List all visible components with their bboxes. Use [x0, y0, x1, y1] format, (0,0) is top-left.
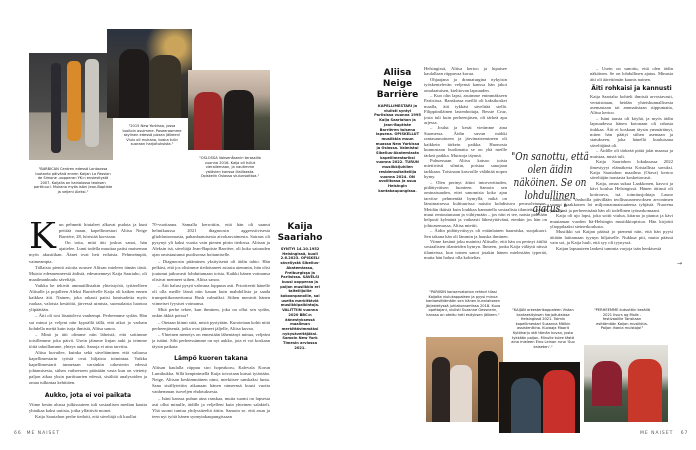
subheading: Äiti rohkaisi ja kannusti: [591, 85, 672, 93]
paragraph: Tällaisia pieniä asioita nousee Aliisan mieleen tämän tästä. Muisto edesmenneestä äidistä, edesmenneyt Kaija Saariaho, oli maailmankuulu säveltäjä.: [29, 264, 147, 282]
subheading: Aukko, jota ei voi paikata: [44, 391, 132, 399]
right-footer: [640, 431, 688, 436]
paragraph: Kaija Saariahon lokakuussa 2022 ilmestyyyt elämäkerta Kristallista savuksi. Kaija Saariahon maailma (Otava) kertoo säveltäjän taustasta koskettavasti.: [590, 159, 673, 181]
paragraph: un pehmeät hiutaleet alkavat pudota ja kuni peittää maan, kapellimestari Aliisa Neige Barrière, 28, höristää korviaan.: [58, 222, 147, 240]
sidebar-bio: SYNTYI 14.10.1952 Helsingissä, kuoli 2.6.2023. OPISKELI sävellystä Sibelius-Akatemiassa, Freiburgissa ja Pariisissa. SÄVELSI kuusi oopperaa ja paljon musiikkia eri taiteilijoille kokoonpanoille, sai useita merkittäviä musiikkipalkintoja. VALITTIIN vuonna 2020 BBC:n äänestyksessä maailman merkittävimmäksi nykysäveltäjäksi. Samoin New York Timesin arviossa 2021.: [280, 247, 320, 350]
paragraph: Aliisan kaulalla riippuu siro hopeakoru, Kalevala Korun Lumikukka. Sillä kenpinimellä Kaija toivotaan kutsui tytärtään. Neige, Aliisan keskimmäinen nimi, merkitsee ranskaksi lunta. Sana sisällytettiin aikanaan hänen nimeensä kuusi vuotta vanhemman isoveljen ehdotuksesta.: [152, 365, 270, 395]
paragraph: – Minä ja äiti olimme niin läheisiä, että soitimme toisillemme joka päivä. Usein jäimme linjan auki ja teimme töitä tahoillamme, yhteys auki. Sanoja ei aina tarvittu.: [29, 331, 147, 349]
left-footer: [14, 431, 60, 436]
paragraph: – Isäni kanssa puhun aina ranskaa, mutta suomi on lapsesta asti ollut minulle, äidille ja veljelleni kuin yhteinen salakieli. Yhä suomi tuntuu yhdyssiteeltä äitiin. Samoin se, että asun ja teen nyt työtä hänen synnyinkaupungissaan: [152, 395, 270, 419]
new-york-caption: "2015 New Yorkissa, jossa tuolloin asuimme. Poseeraamme skylinen edessä pizzan jälkeen! Viulu oli mukana, koska tulin suoraan harjoituksista.": [122, 124, 182, 147]
sidebar-bio: KAPELLIMESTARI ja viulisti syntyi Pariisissa vuonna 1995 Kaija Saariahon ja Jean-Baptiste Barrièren toisena lapsena. OPISKELLUT musiikkia muun muassa New Yorkissa ja Oslossa. Valmistui Sibelius-Akatemiasta kapellimestariksi vuonna 2022. TURUN musiikkijuhlien residenssitaiteilija vuonna 2024. ON avoliitossa ja asuu Helsingin kantakaupungissa.: [374, 104, 421, 193]
paragraph: – Joulut ja kesät vietimme aina Suomessa. Äidin suvun mökki rantasaunoineen ja järvimaisemineen oli kaikkein tärkein paikka. Huonosta kunnostaan huolimatta se on yhä meille tärkeä paikka. Muistoja täynnä.: [424, 125, 507, 158]
magazine-name: ME NAISET: [640, 431, 674, 436]
paragraph: – Usein on sanottu, että olen äidin näköinen. Se on lohdullinen ajatus. Minusta äiti oli äärettömän kaunis nainen.: [590, 66, 673, 82]
festival-photo: [584, 345, 668, 422]
barbican-caption: "BARBICAN Centren edessä Lontoossa tuotanto päivänä ennen Kaijan La Passion de Simone -oopperan YK:n ensiesitystä 2007. Kaijalla on kainalossa teoksen partituuri. Mukana myös isäni Jean-Baptiste ja veljeni Aleksi.": [33, 167, 113, 194]
paragraph: Kaija oli ujo lapsi, joka soitti viulua, kitaraa ja pianoa ja kävi muutaman vuoden Itä-Helsingin musiikkiopistoa. Hän kirjoitti ylioppilaaksi steinerkoulusta.: [550, 213, 673, 229]
sidebar-name: Aliisa Neige Barrière: [376, 68, 419, 100]
left-page-column-2: [152, 222, 270, 428]
paragraph: – Olen perinyt äitini introverttiuden, pidättyväisen luonteen. Samoin sen ominaisuuden, ettei sanomisia koko ajan tarvitse pehmentää hymyllä, mikä on länsimaisessa kulttuurissa naisiin kohdistuva perusoletumus. Meidän ikäisiä kuin loukkaa kannatella sosiaalisia tilanteita, saada muut rentoutumaan ja viihtymään – jos niin ei tee, naista pidetään helposti kylmänä ja vaikeasti lähestyttävänä, etenkin jos hän on johtoasemassa, Aliisa miettii.: [424, 179, 547, 228]
paris-conservatory-photo: [426, 337, 503, 422]
kaija-saariaho-sidebar: [277, 222, 323, 350]
paragraph: Vaikka he tekivät ammatillistakin yhteistyötä, tyttärelleen Aliisalle ja pojalleen Aleksi Barrièrelle Kaija oli kaiken ennen kaikkea äiti. Nainen, joka rakasti paitsi lumisadetta myös ruokaa, valoisia kesäöitä, järvessä uimista, suomalaista luontoa ylipäätään.: [29, 282, 147, 313]
paragraph: Kaija Saariaho kohteli ihmisiä arvostavasti, vertaisinaan, heidän yhteiskunnallisesta asemastaan tai ammatistaan riippumatta, Aliisa kertoo.: [590, 94, 673, 116]
paragraph: Kaijan lapsuuteen lankesi tummia varjoja isän henkisestä: [556, 245, 662, 251]
paragraph: – Äidille oli tärkeää pitää jalat maassa ja muistaa, mistä tuli.: [590, 148, 673, 159]
paragraph: Kaija, omaa sukua Laakkonen, kasvoi ja kävi koulua Helsingissä. Hänen äitinsä oli kotirouva, isä toimitusjohtaja Launo Laakkonen. Vanhoilla päivillään teollisuusneuvoksen arvonimen saanut Laakkonen loi miljoonaomaisuutensa tyhjästä. Nuorena yrittäjänä ja perheenisänä hän oli todellinen työnarkomaani.: [550, 180, 673, 213]
paragraph: – Yhteinen menetys on ennestään lähentänyt minua, veljeäni ja isääni. Silti perheessämme on nyt aukko, jota ei voi koskaan täysin paikata.: [152, 331, 270, 349]
paragraph: – Isäni tausta oli köyhä, ja myös äidin lapsuudessa hänen kotonaan oli rahasta tiukkaa. Äiti ei koskaan täysin ymmärtänyt, miten hän päätyi siihen asemaan ja statukseen, joka hänellä kuuluisana säveltäjänä oli.: [590, 115, 673, 148]
subheading: Lämpö kuoren takana: [174, 354, 248, 362]
pariisin-caption: "PARIISIN konservatorion rehtori tilasi Kaijalta viulukappaleen ja pyysi minua kantaesittämään sen hänen kunniakseen järjestetyssä juhlakonsertissa 2018. Kuva opettajani, viulisti Suzanne Gessnerin, kanssa on otettu heti esityksen jälkeen.": [425, 290, 501, 317]
paragraph: Mitä perhe tekee, kun ihminen, joka on ollut sen sydän, onkin äkkiä poissa?: [152, 307, 270, 319]
paragraph: Helsingissä, Aliisa kertoo ja hipaisee kaulallaan riippuvaa korua.: [424, 66, 507, 77]
continue-arrow-icon: →: [677, 260, 683, 267]
oslo-photo: [188, 70, 270, 150]
kaijan-caption: "KAIJAN orkesterikappaleen Vistan kantaesityksen harjoituksissa Helsingissä 2021. Toimin kapellimestari Susanna Mälkin assistenttina. Kuvaaja Maarit Kytöharju otti tämän kuvan, josta tykkään paljon. Minulle tulee tästä aina mieleen Eino Leinon runo 'Suo kaiseten'.": [511, 308, 575, 349]
oslo-caption: "OSLOSSA Voksenåsenin terassilla vuonna 2016. Kaija oli tullut vierailemaan, ja nautimme ystävien kanssa illallisesta. Opiskelin Oslossa viulunsoittoa.": [199, 156, 261, 179]
paragraph: – Äiti oli tosi läsnäoleva vanhempi. Perheemme sydän. Hän sai minut ja veljeni niin kypsällä tällä, että aikoi jo varhain kohdella meitä kuin isoja ihmisiä, Aliisa sanoo.: [29, 313, 147, 331]
paragraph: – Otetaan kiinni siitä, mistä pystytään. Kurotetaan kohti niitä perheenjäseniä, jotka ovat jääneet jäljelle, Aliisa kuvaa.: [152, 319, 270, 331]
paragraph: 70-vuotiaana. Samalla kerrottiin, että hän oli saanut helmikuussa 2021 diagnoosin aggressiivisesta glioblastoomasta, pahanlaatuisesta aivokasvaimesta. Sairaus oli pysynyt yli kaksi vuotta vain pienen piirin tiedossa. Aliisan ja Aleksin isä, säveltäjä Jean-Baptiste Barrière, oli koko sairauden ajan omistautunut puolisonsa hoitamiselle.: [152, 222, 270, 258]
page-number: 66: [14, 431, 22, 436]
perheemme-caption: "PERHEEMME kutsuttiin kesällä 2021 Ilsurs og Molls -festivaalille Tanskaan esittämään Kaijan musiikkia. Paljon ihania muistoja!": [594, 308, 650, 331]
paragraph: Puhuessaan Aliisa katsoo toista miettivästi silmiin, poistaa sanojaan tarkkaan. Toisinaan kasvoille välähtää nopea hymy.: [424, 157, 507, 180]
aliisa-sidebar: [374, 68, 421, 193]
paragraph: Aliisa kuvailee, kuinka sekä säveltäminen että valtaosa kapellimestarin työstä ovat hiljaista toimintaa. Vaikka kapellimestarit tunnetaan varsinkin orkesterin edessä johtamisesta, siihen vaiheeseen päästään vasta kun on vietetty paljon aikaa yksin partituurien edessä, sisältöä analysoiden ja omaa tulkintaa kehittäen.: [29, 349, 147, 386]
paragraph: On totta, mitä äiti joskus sanoi, hän ajattelee. Lumi todella muuttaa paitsi maiseman myös akustiikan. Äänet ovat heti erilaisia. Pehmeämpiä, vaimeampia.: [29, 240, 147, 264]
paragraph: Kaija Saariahon perhe tiedotti, että säveltäjä oli kuollut: [35, 413, 137, 419]
paragraph: Viime kesänä joku mainitsi Aliisalle, että hän on perinyt äitiltä sosiaalisten tilanteiden hymyn. Ihmeen, jonka Kaija väläytti niissä tilanteissa, kun toinen sanoi jotakin hänen mielestään typerää, mutta hän halusi olla kohtelias.: [424, 239, 547, 261]
paragraph: – Diagnoosin pitäminen yksityisenä oli äidin tahto. Hän pelkäsi, että jos olisimme tiedottaneet asiasta aiemmin, hän olisi joutunut jatkuvasti lohduttamaan toisia. Kaikki hänen voimansa olisivat menneet siihen, Aliisa sanoo.: [152, 258, 270, 282]
drop-cap: K: [29, 222, 56, 257]
pull-quote: "On sanottu, että olen äidin näköinen. Se on lohdullinen ajatus.": [511, 149, 589, 215]
barbican-photo: [29, 53, 113, 160]
page-number: 67: [680, 431, 689, 436]
paragraph: – Äidin pidättyväisyys oli eräänlainen haarniska, suojakuori. Sen takana hän oli lämmin ja hauska ihminen.: [424, 228, 547, 239]
sidebar-name: Kaija Saariaho: [277, 222, 323, 243]
rehearsal-photo: [499, 362, 580, 433]
new-york-photo: [107, 29, 192, 118]
paragraph: – Äiti halusi pysyä vahvana loppuun asti. Prioriteetti hänelle oli olla meille läsnä niin kauan kuin mahdollista ja saada trumpettikonserttonsa Hush valmiiksi. Siihen menivät hänen viimeiset fyysiset voimansa.: [152, 282, 270, 307]
paragraph: – Kun olin lapsi, asuimme enimmäkseen Pariisissa. Ranskassa meillä oli kaksikosket maalla, äiti tykkäsi sävelttää siellä. Filippiiniläinen lastenhoitaja, Bessie Cruz, josta tuli kuin perheenjäsen, oli tärkeä apu arjessa.: [424, 93, 507, 126]
left-page-column-1: [29, 222, 147, 428]
paragraph: Viime kesän alussa julkisuuteen tuli sosiaalisen median kautta yhtaikaa kaksi uutista, jotka yllättivät monet.: [29, 401, 147, 413]
paragraph: Musiikki soi Kaijan päässä jo pienenä niin, että hän pyysi äitiään laittamaan tyynyn hiljaiselle. Nukkua piti, mutta päässä vain soi, ja Kaija luuli, että syy oli tyynyssä.: [550, 229, 673, 246]
magazine-name: ME NAISET: [26, 431, 60, 436]
paragraph: Ohjaajana ja dramaturgina nykyisin työskentelevän veljensä kanssa hän jakoi omalaatuisen, kielitovan lapsuuden.: [424, 76, 507, 93]
